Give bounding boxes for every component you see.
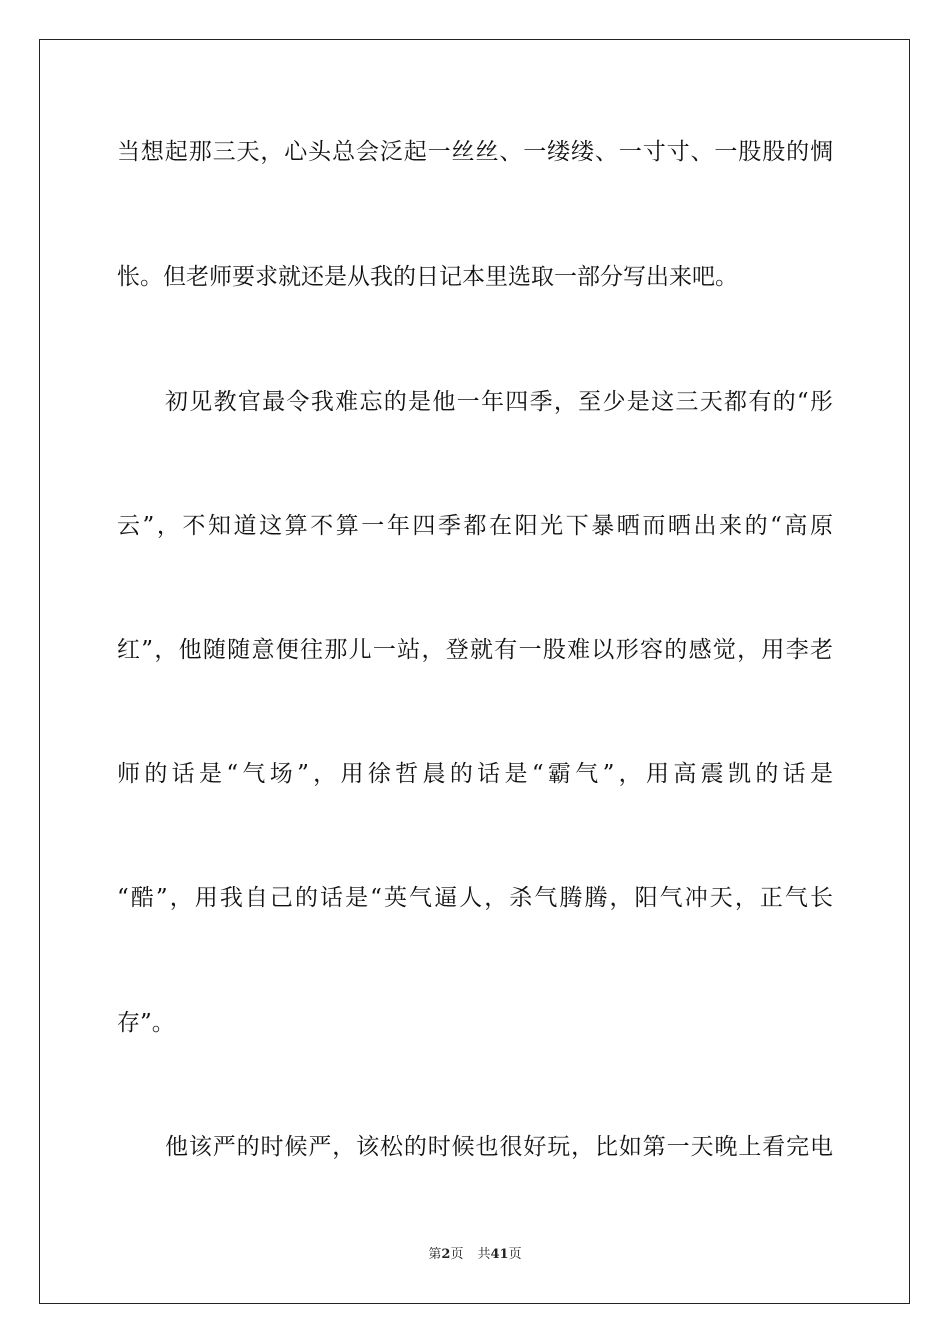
text-line-2: 怅。但老师要求就还是从我的日记本里选取一部分写出来吧。 xyxy=(117,264,738,290)
page-number: 2 xyxy=(441,1247,451,1262)
text-line-4: 云”，不知道这算不算一年四季都在阳光下暴晒而晒出来的“高原 xyxy=(117,513,833,539)
text-line-8: 存”。 xyxy=(117,1010,175,1036)
page-suffix: 页 xyxy=(450,1247,464,1262)
page-border xyxy=(39,39,910,1304)
page-prefix: 第 xyxy=(428,1247,442,1262)
total-prefix: 共 xyxy=(477,1247,491,1262)
text-line-3: 初见教官最令我难忘的是他一年四季，至少是这三天都有的“彤 xyxy=(165,389,833,415)
total-pages: 41 xyxy=(490,1247,509,1262)
text-line-6: 师的话是“气场”，用徐哲晨的话是“霸气”，用高震凯的话是 xyxy=(117,761,833,787)
text-line-9: 他该严的时候严，该松的时候也很好玩，比如第一天晚上看完电 xyxy=(165,1134,833,1160)
page-footer xyxy=(0,1246,950,1264)
text-line-5: 红”，他随随意便往那儿一站，登就有一股难以形容的感觉，用李老 xyxy=(117,637,833,663)
total-suffix: 页 xyxy=(508,1247,522,1262)
text-line-7: “酷”，用我自己的话是“英气逼人，杀气腾腾，阳气冲天，正气长 xyxy=(117,885,833,911)
text-line-1: 当想起那三天，心头总会泛起一丝丝、一缕缕、一寸寸、一股股的惆 xyxy=(117,139,833,165)
